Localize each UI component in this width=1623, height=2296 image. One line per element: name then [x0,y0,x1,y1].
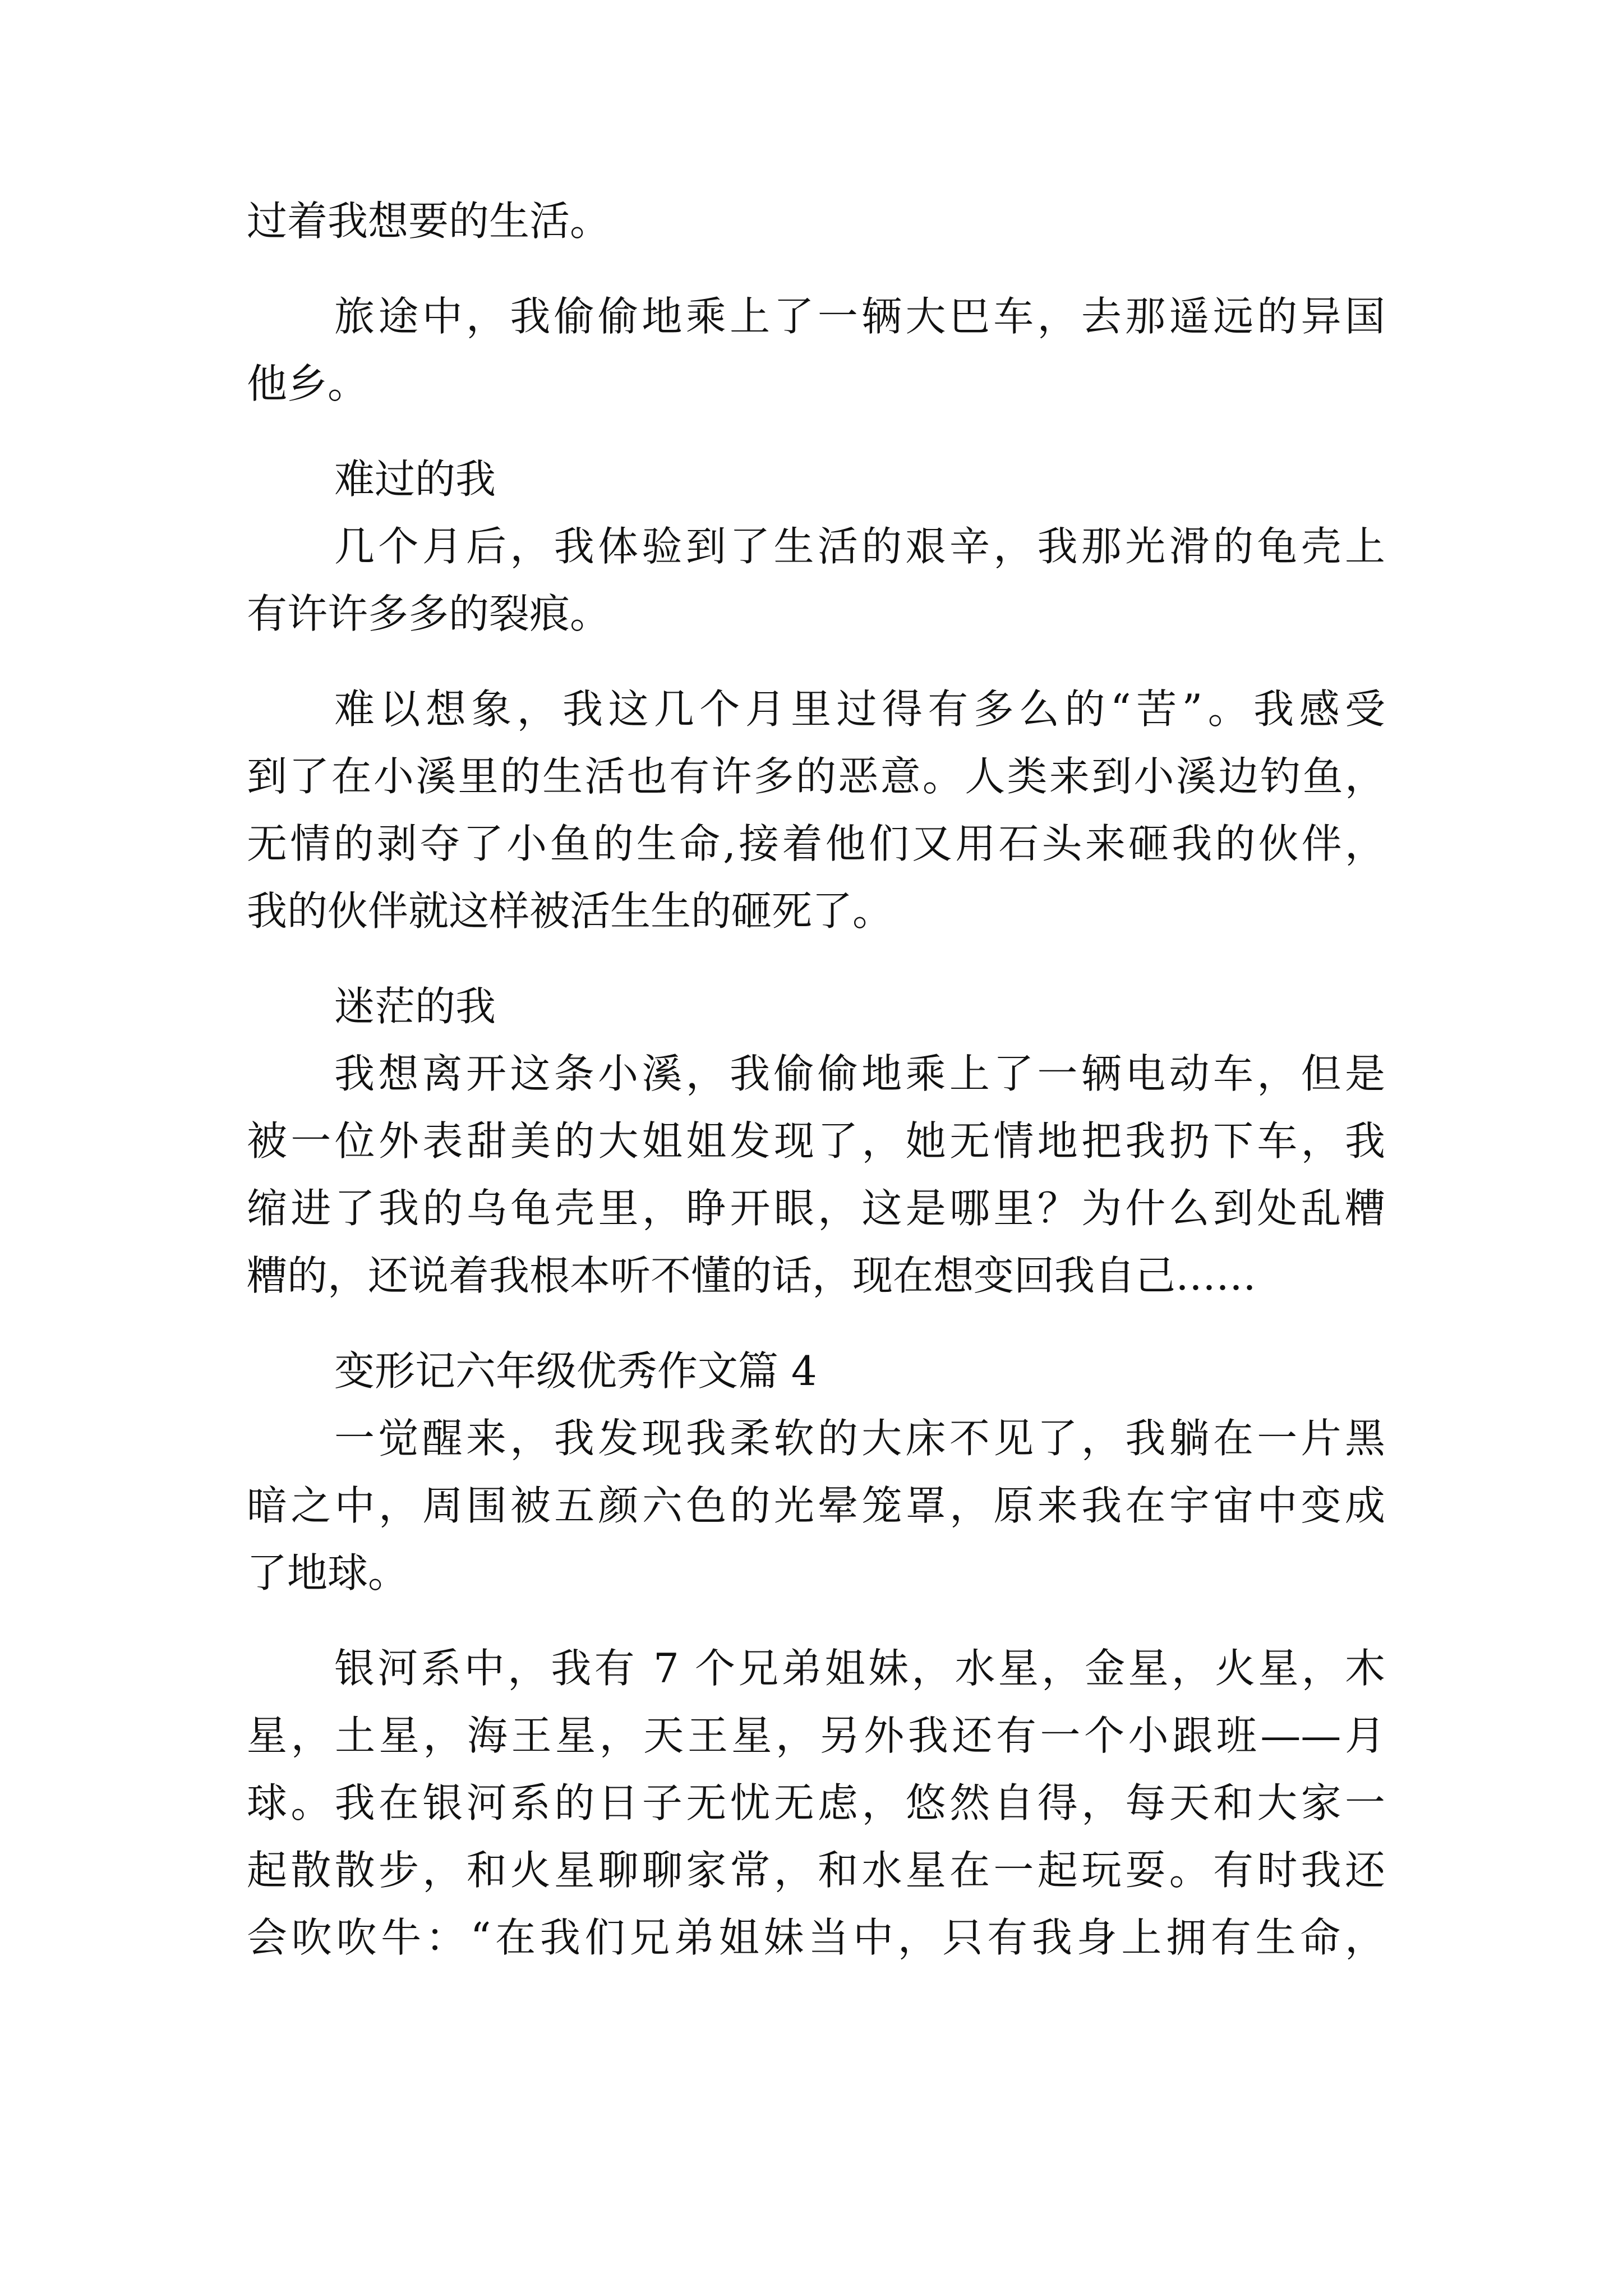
line-text: 难以想象，我这几个月里过得有多么的“苦”。我感受 [334,685,1385,733]
text-line [247,1408,1385,1469]
line-text: 暗之中，周围被五颜六色的光晕笼罩，原来我在宇宙中变成 [247,1482,1385,1529]
line-text: 会吹吹牛：“在我们兄弟姐妹当中，只有我身上拥有生命， [247,1914,1385,1961]
line-text: 起散散步，和火星聊聊家常，和水星在一起玩耍。有时我还 [247,1847,1385,1894]
line-text: 到了在小溪里的生活也有许多的恶意。人类来到小溪边钓鱼， [247,753,1385,800]
line-text: 有许许多多的裂痕。 [247,590,611,637]
text-line [247,976,1385,1037]
line-text: 他乡。 [247,360,368,407]
line-text: 几个月后，我体验到了生活的艰辛，我那光滑的龟壳上 [334,523,1385,570]
line-text: 变形记六年级优秀作文篇 4 [334,1347,817,1395]
text-line [247,1111,1385,1171]
line-text: 银河系中，我有 7 个兄弟姐妹，水星，金星，火星，木 [334,1645,1385,1692]
text-line [247,286,1385,347]
line-text: 一觉醒来，我发现我柔软的大床不见了，我躺在一片黑 [334,1415,1385,1462]
line-text: 我的伙伴就这样被活生生的砸死了。 [247,887,893,935]
text-line [247,746,1385,807]
line-text: 我想离开这条小溪，我偷偷地乘上了一辆电动车，但是 [334,1050,1385,1097]
text-line [247,1245,1385,1306]
text-line [247,1907,1385,1968]
line-text: 了地球。 [247,1549,409,1596]
line-text: 被一位外表甜美的大姐姐发现了，她无情地把我扔下车，我 [247,1117,1385,1165]
document-page [247,191,1385,1968]
text-line [247,353,1385,414]
text-line [247,1341,1385,1401]
text-line [247,516,1385,577]
text-line [247,881,1385,941]
text-line [247,449,1385,509]
text-line [247,1475,1385,1536]
line-text: 过着我想要的生活。 [247,197,611,245]
text-line [247,583,1385,644]
text-line [247,1773,1385,1833]
line-text: 无情的剥夺了小鱼的生命,接着他们又用石头来砸我的伙伴， [247,820,1385,867]
line-text: 星，土星，海王星，天王星，另外我还有一个小跟班——月 [247,1712,1385,1759]
text-line [247,191,1385,251]
text-line [247,1705,1385,1766]
text-line [247,1043,1385,1104]
line-text: 糟的，还说着我根本听不懂的话，现在想变回我自己…… [247,1252,1257,1299]
line-text: 迷茫的我 [334,983,496,1030]
text-line [247,1178,1385,1239]
text-line [247,813,1385,874]
line-text: 缩进了我的乌龟壳里，睁开眼，这是哪里？为什么到处乱糟 [247,1185,1385,1232]
line-text: 球。我在银河系的日子无忧无虑，悠然自得，每天和大家一 [247,1779,1385,1826]
line-text: 旅途中，我偷偷地乘上了一辆大巴车，去那遥远的异国 [334,293,1385,340]
text-line [247,1638,1385,1699]
line-text: 难过的我 [334,455,496,503]
text-line [247,1543,1385,1603]
text-line [247,1840,1385,1901]
text-line [247,679,1385,739]
